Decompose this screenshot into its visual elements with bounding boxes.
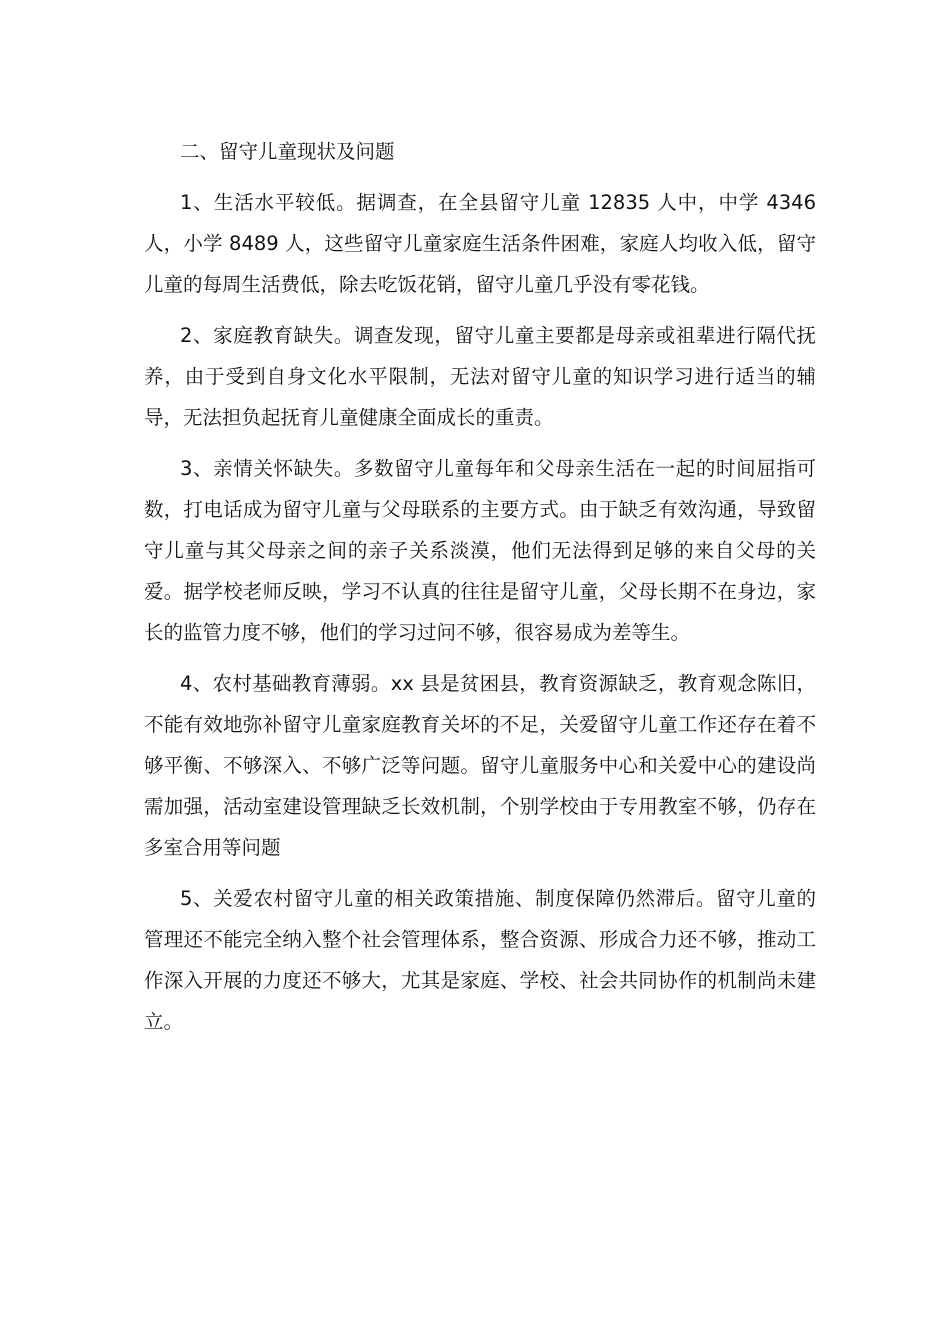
paragraph-1: 1、生活水平较低。据调查，在全县留守儿童 12835 人中，中学 4346 人，小学 8489 人，这些留守儿童家庭生活条件困难，家庭人均收入低，留守儿童的每周生活费低，除去吃饭花销，留守儿童几乎没有零花钱。 [144,191,816,296]
paragraph-2: 2、家庭教育缺失。调查发现，留守儿童主要都是母亲或祖辈进行隔代抚养，由于受到自身文化水平限制，无法对留守儿童的知识学习进行适当的辅导，无法担负起抚育儿童健康全面成长的重责。 [144,324,816,429]
section-heading: 二、留守儿童现状及问题 [180,140,395,163]
document-body [144,131,816,1052]
paragraph-4: 4、农村基础教育薄弱。xx 县是贫困县，教育资源缺乏，教育观念陈旧，不能有效地弥补留守儿童家庭教育关坏的不足，关爱留守儿童工作还存在着不够平衡、不够深入、不够广泛等问题。留守儿童服务中心和关爱中心的建设尚需加强，活动室建设管理缺乏长效机制，个别学校由于专用教室不够，仍存在多室合用等问题 [144,672,816,859]
paragraph-3: 3、亲情关怀缺失。多数留守儿童每年和父母亲生活在一起的时间屈指可数，打电话成为留守儿童与父母联系的主要方式。由于缺乏有效沟通，导致留守儿童与其父母亲之间的亲子关系淡漠，他们无法得到足够的来自父母的关爱。据学校老师反映，学习不认真的往往是留守儿童，父母长期不在身边，家长的监管力度不够，他们的学习过问不够，很容易成为差等生。 [144,457,816,644]
paragraph-5: 5、关爱农村留守儿童的相关政策措施、制度保障仍然滞后。留守儿童的管理还不能完全纳入整个社会管理体系，整合资源、形成合力还不够，推动工作深入开展的力度还不够大，尤其是家庭、学校、社会共同协作的机制尚未建立。 [144,887,816,1033]
